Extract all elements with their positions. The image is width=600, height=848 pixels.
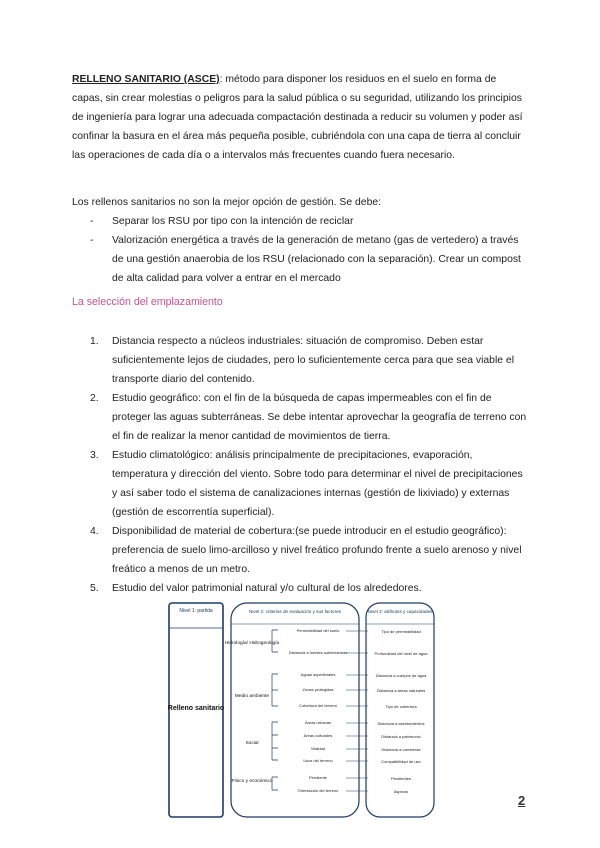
bracket <box>272 722 278 760</box>
intro-term: RELLENO SANITARIO (ASCE) <box>72 74 220 85</box>
list-number: 1. <box>90 336 99 347</box>
list-text: Disponibilidad de material de cobertura:(se puede introducir en el estudio geográfico): preferencia de suelo limo-arcilloso y nivel freático profundo frente a suelo arenoso y nivel freático a menos de un metro. <box>112 526 522 575</box>
list-number: 4. <box>90 526 99 537</box>
bracket <box>272 777 278 790</box>
level3-header: Nivel 3: atributos y capacidades <box>367 609 433 614</box>
factor: Áreas urbanas <box>304 720 332 725</box>
level1-node: Relleno sanitario <box>168 705 225 712</box>
attribute: Pendientes <box>390 776 412 781</box>
criteria-list <box>72 332 528 598</box>
group-name: Físico y económico <box>231 779 273 784</box>
attribute: Compatibilidad de uso <box>381 759 421 764</box>
hierarchy-diagram-svg <box>168 602 436 820</box>
attribute: Tipo de permeabilidad <box>381 629 421 634</box>
list-item <box>72 389 528 446</box>
factor: Usos del terreno <box>303 758 333 763</box>
factor: Aguas superficiales <box>300 672 336 677</box>
level3-box <box>366 603 434 817</box>
level1-header <box>179 608 213 614</box>
list-item <box>72 446 528 522</box>
bracket <box>272 674 278 706</box>
attribute: Aspecto <box>393 789 409 794</box>
list-text: Estudio climatológico: análisis principalmente de precipitaciones, evaporación, temperatura y dirección del viento. Sobre todo para determinar el nivel de precipitaciones y así saber todo el sistema de canalizaciones internas (gestión de lixiviado) y externas (gestión de escorrentía superficial). <box>112 450 523 518</box>
section-title: La selección del emplazamiento <box>72 296 223 308</box>
factor: Pendiente <box>308 775 328 780</box>
level2-box <box>231 603 359 817</box>
list-number: 3. <box>90 450 99 461</box>
factor: Zonas protegidas <box>302 687 334 692</box>
list-item <box>72 522 528 579</box>
list-text: Estudio geográfico: con el fin de la búsqueda de capas impermeables con el fin de proteger las aguas subterráneas. Se debe intentar aprovechar la geografía de terreno con el fin de realizar la menor cantidad de movimientos de tierra. <box>112 393 527 442</box>
list-item <box>72 332 528 389</box>
attribute: Distancia a áreas naturales <box>376 688 426 693</box>
factor: Permeabilidad del suelo <box>296 628 340 633</box>
management-list <box>72 212 528 288</box>
factor: Cobertura del terreno <box>298 703 338 708</box>
group-name: Social <box>245 741 259 746</box>
factor: Distancia a fuentes subterráneas <box>288 650 348 655</box>
attribute: Distancia a asentamientos <box>377 721 425 726</box>
group-name: Hidrología/ Hidrogeología <box>224 641 280 646</box>
list-text: Distancia respecto a núcleos industriales: situación de compromiso. Deben estar suficientemente lejos de ciudades, pero lo suficientemente cerca para que sea viable el transporte diario del contenido. <box>112 336 515 385</box>
management-block <box>72 193 528 288</box>
attribute: Distancia a patrimonio <box>381 734 421 739</box>
attribute: Distancia a cuerpos de agua <box>375 673 427 678</box>
group-name: Medio ambiente <box>234 694 270 699</box>
level1-header-text: Nivel 1: partida <box>179 608 213 614</box>
list-number: 5. <box>90 583 99 594</box>
list-number: 2. <box>90 393 99 404</box>
level2-header: Nivel 2: criterios de evaluación y sus factores <box>249 609 341 614</box>
arrows <box>346 631 368 791</box>
attribute: Profundidad del nivel de agua <box>374 651 428 656</box>
attribute: Distancia a carreteras <box>381 747 421 752</box>
list-item: - Separar los RSU por tipo con la intención de reciclar <box>72 212 528 231</box>
factor: Áreas culturales <box>303 733 333 738</box>
list-text: Estudio del valor patrimonial natural y/o cultural de los alrededores. <box>112 583 422 594</box>
factor: Vialidad <box>310 746 326 751</box>
intro-definition: : método para disponer los residuos en el suelo en forma de capas, sin crear molestias o peligros para la salud pública o su seguridad, utilizando los principios de ingeniería para lograr una adecuada compactación destinada a reducir su volumen y poder así confinar la basura en el área más pequeña posible, cubriéndola con una capa de tierra al concluir las operaciones de cada día o a intervalos más frecuentes cuando fuera necesario. <box>72 74 523 161</box>
hierarchy-diagram <box>168 602 436 820</box>
factor: Orientación del terreno <box>297 788 339 793</box>
attribute: Tipo de cobertura <box>385 704 417 709</box>
list-item: - Valorización energética a través de la generación de metano (gas de vertedero) a través de una gestión anaerobia de los RSU (relacionado con la separación). Crear un compost de alta calidad para volver a entrar en el mercado <box>72 231 528 288</box>
intro-paragraph <box>72 70 528 165</box>
list-item <box>72 579 528 598</box>
page-number: 2 <box>518 793 526 808</box>
management-lead: Los rellenos sanitarios no son la mejor opción de gestión. Se debe: <box>72 197 382 208</box>
